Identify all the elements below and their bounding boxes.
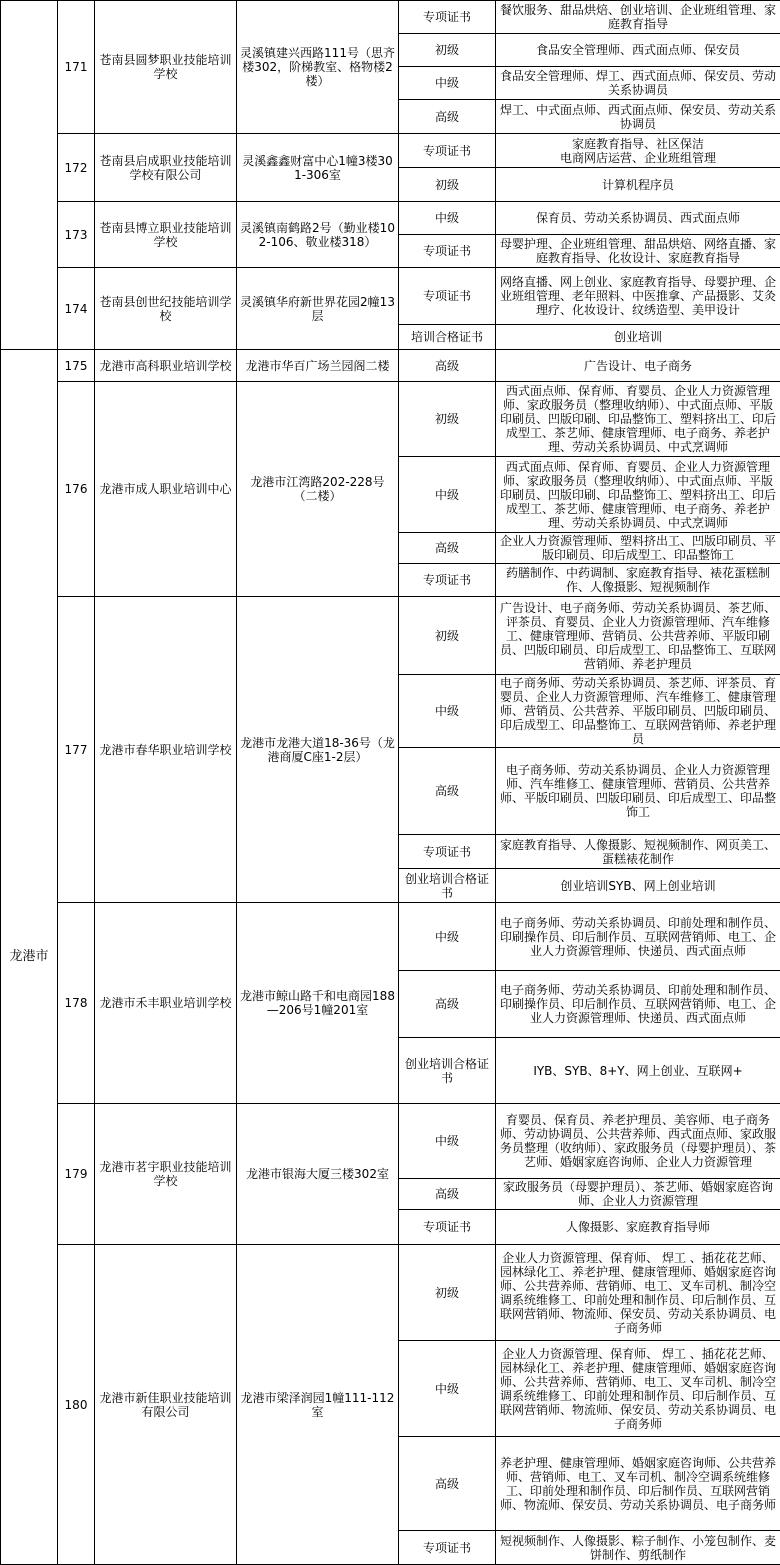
level-cell: 高级 — [399, 350, 496, 382]
level-cell: 创业培训合格证书 — [399, 869, 496, 903]
school-address: 灵溪镇华府新世界花园2幢13层 — [237, 268, 399, 350]
table-row — [1, 1245, 780, 1341]
level-cell: 高级 — [399, 971, 496, 1038]
school-number: 175 — [58, 350, 95, 382]
level-cell: 高级 — [399, 100, 496, 134]
school-name: 龙港市高科职业培训学校 — [95, 350, 237, 382]
level-cell: 专项证书 — [399, 835, 496, 869]
table-row — [1, 350, 780, 382]
content-cell: 企业人力资源管理师、塑料挤出工、凹版印刷员、平版印刷员、印后成型工、印品整饰工 — [496, 533, 780, 564]
school-address: 灵溪鑫鑫财富中心1幢3楼301-306室 — [237, 134, 399, 202]
school-name: 苍南县圆梦职业技能培训学校 — [95, 1, 237, 134]
school-address: 龙港市鲸山路千和电商园188—206号1幢201室 — [237, 903, 399, 1104]
content-cell: 企业人力资源管理、保育师、 焊工 、插花花艺师、园林绿化工、养老护理、健康管理师、婚姻家庭咨询师、公共营养师、营销师、电工、叉车司机、制冷空调系统维修工、印前处理和制作员、印后制作员、互联网营销师、物流师、保安员、劳动关系协调员、电子商务师 — [496, 1245, 780, 1341]
school-address: 灵溪镇南鹤路2号（勤业楼102-106、敬业楼318） — [237, 202, 399, 268]
level-cell: 高级 — [399, 1437, 496, 1531]
level-cell: 专项证书 — [399, 1, 496, 34]
content-cell: 广告设计、电子商务 — [496, 350, 780, 382]
level-cell: 专项证书 — [399, 235, 496, 268]
content-cell: 母婴护理、企业班组管理、甜品烘焙、网络直播、家庭教育指导、化妆设计、家庭教育指导 — [496, 235, 780, 268]
level-cell: 中级 — [399, 675, 496, 748]
content-cell: 育婴员、保育员、养老护理员、美容师、电子商务师、劳动协调员、公共营养师、西式面点师、家政服务员整理（收纳师）、家政服务员（母婴护理员）、茶艺师、婚姻家庭咨询师、企业人力资源管理 — [496, 1104, 780, 1179]
content-cell: 计算机程序员 — [496, 168, 780, 202]
school-name: 苍南县创世纪技能培训学校 — [95, 268, 237, 350]
content-cell: 企业人力资源管理、保育师、 焊工 、插花花艺师、园林绿化工、养老护理、健康管理师、婚姻家庭咨询师、公共营养师、营销师、电工、叉车司机、制冷空调系统维修工、印前处理和制作员、印后制作员、互联网营销师、物流师、保安员、劳动关系协调员、电子商务师 — [496, 1341, 780, 1437]
level-cell: 专项证书 — [399, 1210, 496, 1245]
content-cell: 家政服务员（母婴护理员）、茶艺师、婚姻家庭咨询师、企业人力资源管理 — [496, 1179, 780, 1210]
content-cell: 网络直播、网上创业、家庭教育指导、母婴护理、企业班组管理、老年照料、中医推拿、产品摄影、艾灸理疗、化妆设计、纹绣造型、美甲设计 — [496, 268, 780, 325]
content-cell: 人像摄影、家庭教育指导师 — [496, 1210, 780, 1245]
table-row — [1, 597, 780, 675]
content-cell: 家庭教育指导、社区保洁 电商网店运营、企业班组管理 — [496, 134, 780, 168]
school-number: 173 — [58, 202, 95, 268]
level-cell: 中级 — [399, 202, 496, 235]
school-address: 龙港市龙港大道18-36号（龙港商厦C座1-2层） — [237, 597, 399, 903]
level-cell: 高级 — [399, 748, 496, 835]
level-cell: 初级 — [399, 597, 496, 675]
school-name: 龙港市茗宇职业技能培训学校 — [95, 1104, 237, 1245]
content-cell: 保育员、劳动关系协调员、西式面点师 — [496, 202, 780, 235]
level-cell: 中级 — [399, 903, 496, 971]
content-cell: 西式面点师、保育师、育婴员、企业人力资源管理师、家政服务员（整理收纳师）、中式面点师、平版印刷员、凹版印刷、印品整饰工、塑料挤出工、印后成型工、茶艺师、健康管理师、电子商务、养老护理、劳动关系协调员、中式烹调师 — [496, 382, 780, 457]
content-cell: IYB、SYB、8+Y、网上创业、互联网+ — [496, 1038, 780, 1104]
table-row — [1, 903, 780, 971]
content-cell: 电子商务师、劳动关系协调员、企业人力资源管理师、汽车维修工、健康管理师、营销员、公共营养师、平版印刷员、凹版印刷员、印后成型工、印品整饰工 — [496, 748, 780, 835]
level-cell: 初级 — [399, 34, 496, 67]
table-row — [1, 1104, 780, 1179]
table-row — [1, 202, 780, 235]
level-cell: 中级 — [399, 1104, 496, 1179]
school-name: 龙港市成人职业培训中心 — [95, 382, 237, 597]
table-row — [1, 382, 780, 457]
school-name: 龙港市新佳职业技能培训有限公司 — [95, 1245, 237, 1565]
content-cell: 广告设计、电子商务师、劳动关系协调员、茶艺师、评茶员、育婴员、企业人力资源管理师、汽车维修工、健康管理师、营销员、公共营养师、平版印刷员、凹版印刷员、印后成型工、印品整饰工、互联网营销师、养老护理员 — [496, 597, 780, 675]
table-row — [1, 1, 780, 34]
level-cell: 专项证书 — [399, 1531, 496, 1565]
table-row — [1, 134, 780, 168]
level-cell: 高级 — [399, 1179, 496, 1210]
school-number: 171 — [58, 1, 95, 134]
school-name: 龙港市春华职业培训学校 — [95, 597, 237, 903]
table-row — [1, 268, 780, 325]
city-cell-previous — [1, 1, 58, 350]
city-cell: 龙港市 — [1, 350, 58, 1565]
level-cell: 创业培训合格证书 — [399, 1038, 496, 1104]
school-number: 177 — [58, 597, 95, 903]
content-cell: 短视频制作、人像摄影、粽子制作、小笼包制作、麦饼制作、剪纸制作 — [496, 1531, 780, 1565]
school-number: 172 — [58, 134, 95, 202]
school-name: 苍南县博立职业技能培训学校 — [95, 202, 237, 268]
level-cell: 初级 — [399, 1245, 496, 1341]
content-cell: 电子商务师、劳动关系协调员、印前处理和制作员、印刷操作员、印后制作员、互联网营销师、电工、企业人力资源管理师、快递员、西式面点师 — [496, 903, 780, 971]
school-number: 178 — [58, 903, 95, 1104]
school-address: 灵溪镇建兴西路111号（思齐楼302，阶梯教室、格物楼2楼） — [237, 1, 399, 134]
school-address: 龙港市华百广场兰园阁二楼 — [237, 350, 399, 382]
school-address: 龙港市梁泽润园1幢111-112室 — [237, 1245, 399, 1565]
school-name: 龙港市禾丰职业培训学校 — [95, 903, 237, 1104]
level-cell: 中级 — [399, 67, 496, 100]
school-number: 180 — [58, 1245, 95, 1565]
level-cell: 高级 — [399, 533, 496, 564]
school-name: 苍南县启成职业技能培训学校有限公司 — [95, 134, 237, 202]
school-number: 174 — [58, 268, 95, 350]
content-cell: 食品安全管理师、西式面点师、保安员 — [496, 34, 780, 67]
content-cell: 电子商务师、劳动关系协调员、茶艺师、评茶员、育婴员、企业人力资源管理师、汽车维修工、健康管理师、营销员、公共营养、平版印刷员、凹版印刷员、印后成型工、印品整饰工、互联网营销师、养老护理员 — [496, 675, 780, 748]
level-cell: 培训合格证书 — [399, 325, 496, 350]
content-cell: 创业培训SYB、网上创业培训 — [496, 869, 780, 903]
content-cell: 食品安全管理师、焊工、西式面点师、保安员、劳动关系协调员 — [496, 67, 780, 100]
content-cell: 药膳制作、中药调制、家庭教育指导、裱花蛋糕制作、人像摄影、短视频制作 — [496, 564, 780, 597]
content-cell: 电子商务师、劳动关系协调员、印前处理和制作员、印刷操作员、印后制作员、互联网营销师、电工、企业人力资源管理师、快递员、西式面点师 — [496, 971, 780, 1038]
level-cell: 专项证书 — [399, 564, 496, 597]
school-address: 龙港市银海大厦三楼302室 — [237, 1104, 399, 1245]
school-address: 龙港市江湾路202-228号（二楼） — [237, 382, 399, 597]
level-cell: 中级 — [399, 457, 496, 533]
school-number: 176 — [58, 382, 95, 597]
level-cell: 专项证书 — [399, 134, 496, 168]
content-cell: 焊工、中式面点师、西式面点师、保安员、劳动关系协调员 — [496, 100, 780, 134]
content-cell: 家庭教育指导、人像摄影、短视频制作、网页美工、蛋糕裱花制作 — [496, 835, 780, 869]
content-cell: 餐饮服务、甜品烘焙、创业培训、企业班组管理、家庭教育指导 — [496, 1, 780, 34]
content-cell: 创业培训 — [496, 325, 780, 350]
level-cell: 专项证书 — [399, 268, 496, 325]
school-number: 179 — [58, 1104, 95, 1245]
content-cell: 西式面点师、保育师、育婴员、企业人力资源管理师、家政服务员（整理收纳师）、中式面点师、平版印刷员、凹版印刷、印品整饰工、塑料挤出工、印后成型工、茶艺师、健康管理师、电子商务、养老护理、劳动关系协调员、中式烹调师 — [496, 457, 780, 533]
level-cell: 中级 — [399, 1341, 496, 1437]
level-cell: 初级 — [399, 382, 496, 457]
level-cell: 初级 — [399, 168, 496, 202]
content-cell: 养老护理、健康管理师、婚姻家庭咨询师、公共营养师、营销师、电工、叉车司机、制冷空调系统维修工、印前处理和制作员、印后制作员、互联网营销师、物流师、保安员、劳动关系协调员、电子商务师 — [496, 1437, 780, 1531]
